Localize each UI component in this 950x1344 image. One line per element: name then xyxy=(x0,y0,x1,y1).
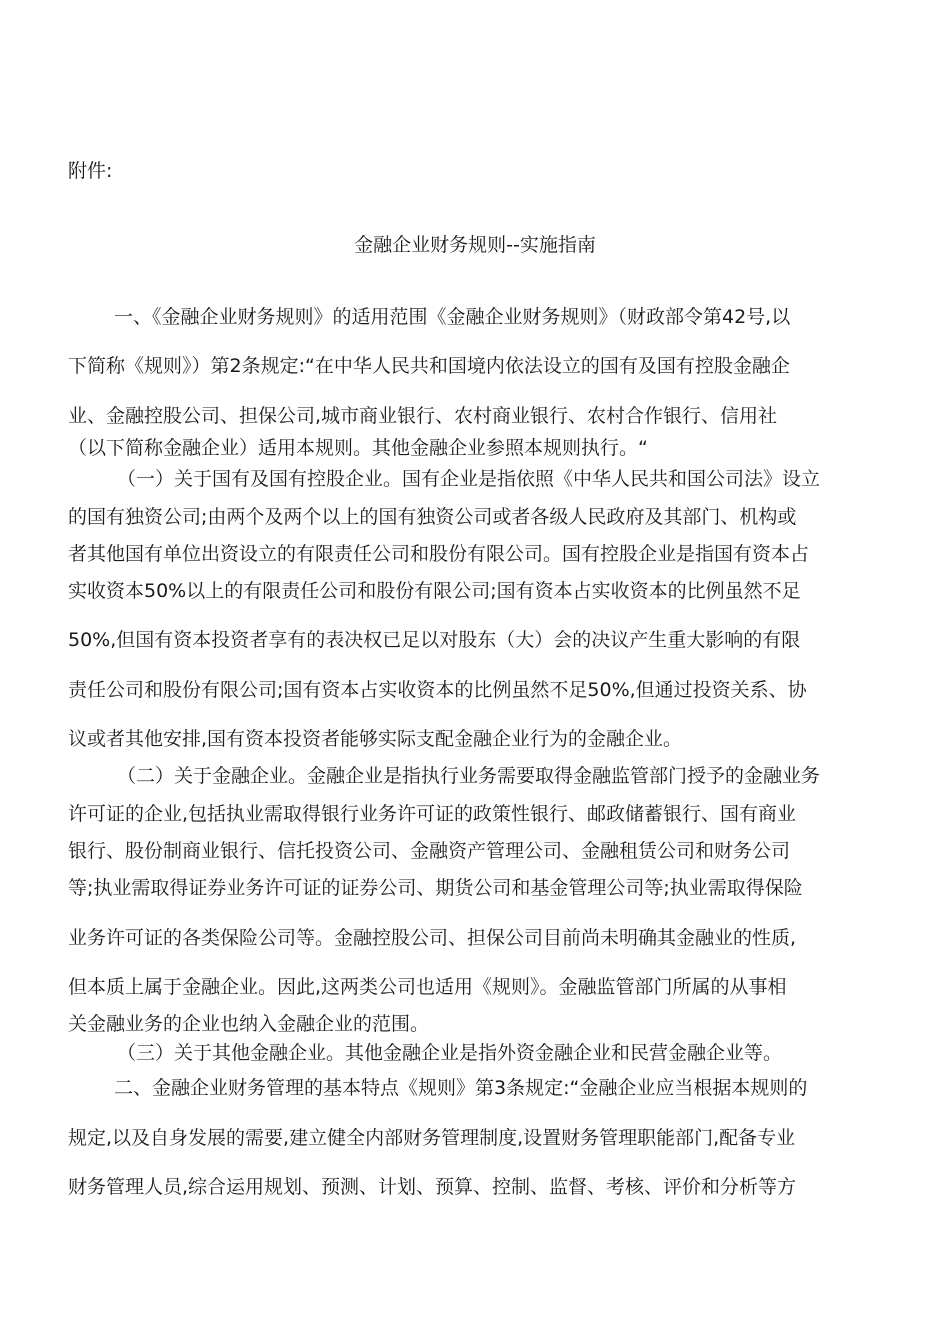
text-line: 二、金融企业财务管理的基本特点《规则》第3条规定:“金融企业应当根据本规则的 xyxy=(114,1077,808,1099)
text-line: 关金融业务的企业也纳入金融企业的范围。 xyxy=(68,1013,430,1035)
text-line: 者其他国有单位出资设立的有限责任公司和股份有限公司。国有控股企业是指国有资本占 xyxy=(68,543,810,565)
text-line: 等;执业需取得证券业务许可证的证券公司、期货公司和基金管理公司等;执业需取得保险 xyxy=(68,877,803,899)
text-line: 银行、股份制商业银行、信托投资公司、金融资产管理公司、金融租赁公司和财务公司 xyxy=(68,840,791,862)
text-line: （二）关于金融企业。金融企业是指执行业务需要取得金融监管部门授予的金融业务 xyxy=(117,765,821,787)
text-line: （一）关于国有及国有控股企业。国有企业是指依照《中华人民共和国公司法》设立 xyxy=(117,468,821,490)
text-line: 一、《金融企业财务规则》的适用范围《金融企业财务规则》（财政部令第42号,以 xyxy=(114,306,791,328)
text-line: 财务管理人员,综合运用规划、预测、计划、预算、控制、监督、考核、评价和分析等方 xyxy=(68,1176,797,1198)
text-line: 议或者其他安排,国有资本投资者能够实际支配金融企业行为的金融企业。 xyxy=(68,728,683,750)
text-line: 的国有独资公司;由两个及两个以上的国有独资公司或者各级人民政府及其部门、机构或 xyxy=(68,506,797,528)
text-line: 业、金融控股公司、担保公司,城市商业银行、农村商业银行、农村合作银行、信用社 xyxy=(68,405,778,427)
text-line: 但本质上属于金融企业。因此,这两类公司也适用《规则》。金融监管部门所属的从事相 xyxy=(68,976,787,998)
text-line: 许可证的企业,包括执业需取得银行业务许可证的政策性银行、邮政储蓄银行、国有商业 xyxy=(68,803,797,825)
text-line: 实收资本50%以上的有限责任公司和股份有限公司;国有资本占实收资本的比例虽然不足 xyxy=(68,580,801,602)
text-line: 下简称《规则》）第2条规定:“在中华人民共和国境内依法设立的国有及国有控股金融企 xyxy=(68,355,790,377)
document-title: 金融企业财务规则--实施指南 xyxy=(354,234,596,256)
text-line: 规定,以及自身发展的需要,建立健全内部财务管理制度,设置财务管理职能部门,配备专业 xyxy=(68,1127,796,1149)
text-line: （三）关于其他金融企业。其他金融企业是指外资金融企业和民营金融企业等。 xyxy=(117,1042,783,1064)
attachment-label: 附件: xyxy=(68,160,113,182)
text-line: 业务许可证的各类保险公司等。金融控股公司、担保公司目前尚未明确其金融业的性质, xyxy=(68,927,797,949)
text-line: 50%,但国有资本投资者享有的表决权已足以对股东（大）会的决议产生重大影响的有限 xyxy=(68,629,801,651)
text-line: （以下简称金融企业）适用本规则。其他金融企业参照本规则执行。“ xyxy=(68,437,648,459)
text-line: 责任公司和股份有限公司;国有资本占实收资本的比例虽然不足50%,但通过投资关系、协 xyxy=(68,679,807,701)
